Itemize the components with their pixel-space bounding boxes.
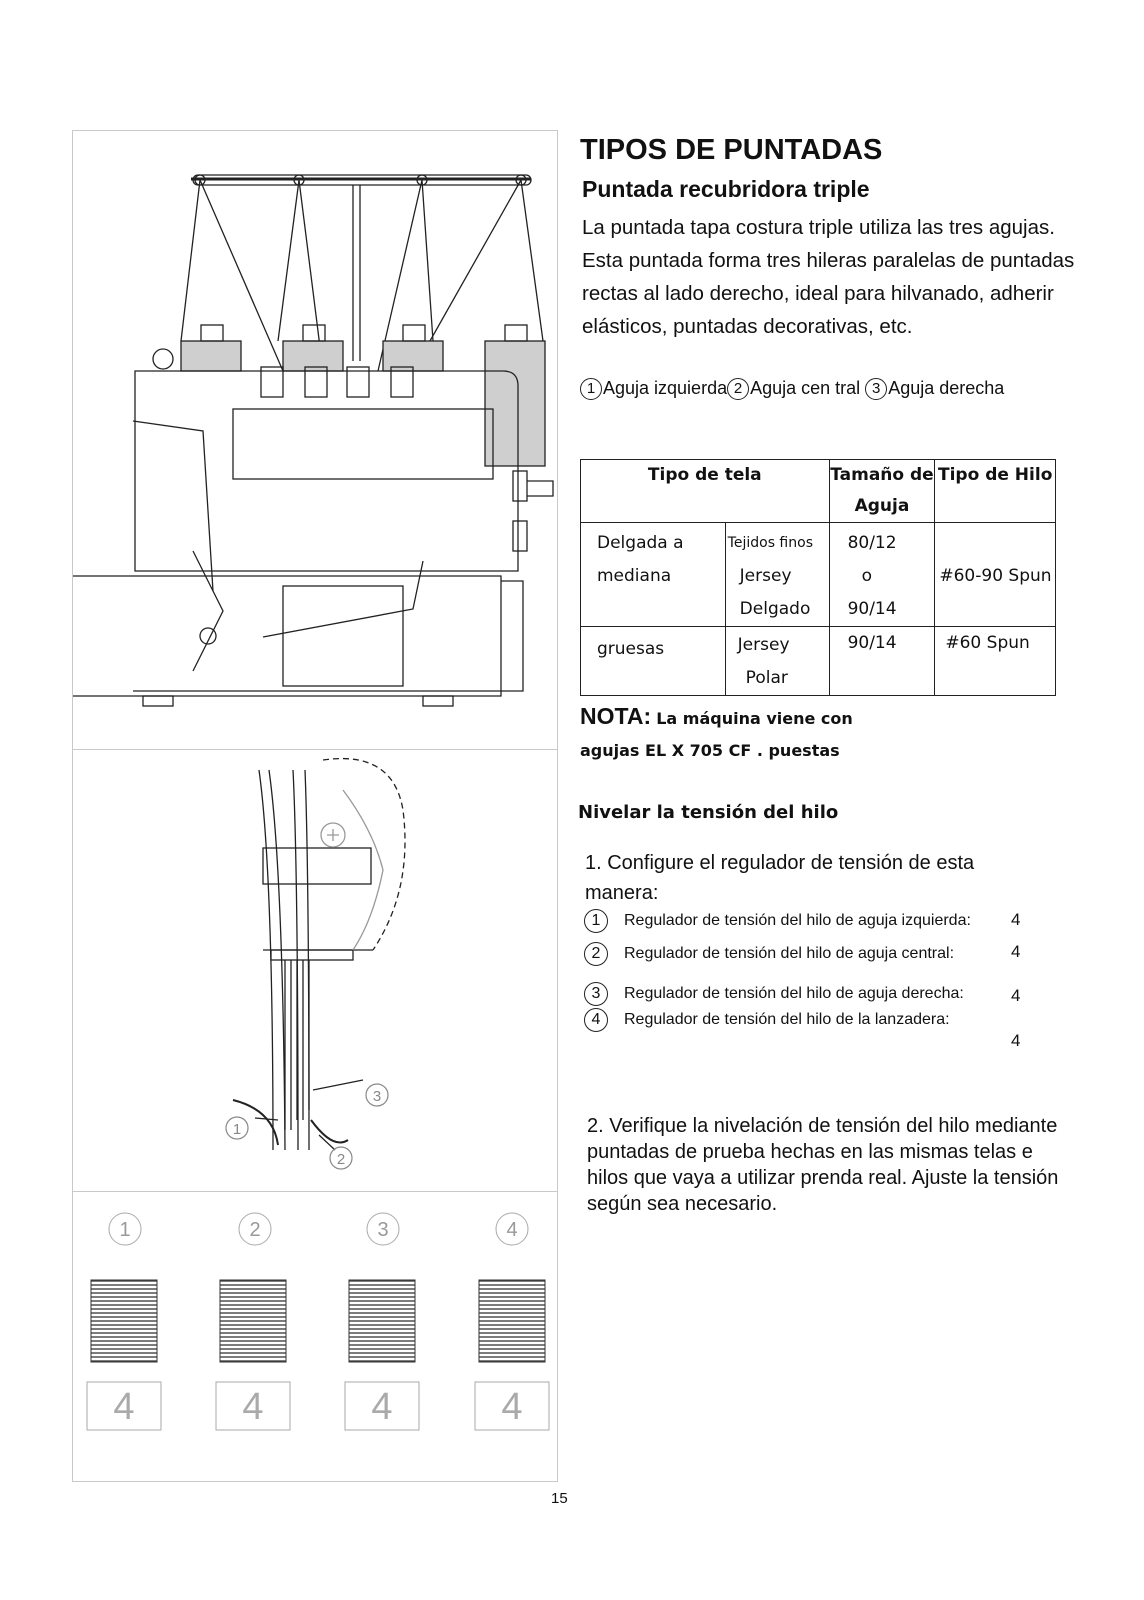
dial-1-number: 1 — [119, 1219, 131, 1241]
dial-2 — [216, 1213, 290, 1430]
needle-threading-illustration — [72, 750, 558, 1192]
size-item: 90/14 — [847, 599, 897, 619]
intro-paragraph: La puntada tapa costura triple utiliza las tres agujas. Esta puntada forma tres hileras paralelas de puntadas rectas al lado derecho, ideal para hilvanado, adherir elásticos, puntadas decorativas, etc. — [582, 216, 1075, 338]
size-item: o — [861, 566, 872, 586]
thread-cell: #60-90 Spun — [935, 523, 1056, 627]
regulator-4-label: Regulador de tensión del hilo de la lanzadera: — [624, 1011, 950, 1029]
fabrics-cell — [725, 523, 829, 627]
fabric-item: Polar — [745, 668, 788, 688]
needle-3-label: Aguja derecha — [888, 378, 1005, 398]
needle-callout-3: 3 — [372, 1088, 382, 1105]
regulator-1-value: 4 — [1011, 910, 1021, 929]
size-item: 80/12 — [847, 533, 897, 553]
fabrics-cell — [725, 627, 829, 696]
regulator-4-marker: 4 — [584, 1008, 608, 1032]
section-subtitle: Puntada recubridora triple — [582, 176, 870, 202]
dial-1 — [87, 1213, 161, 1430]
regulator-3-marker: 3 — [584, 982, 608, 1006]
tension-step-1: 1. Configure el regulador de tensión de esta manera: — [585, 852, 975, 904]
regulator-1-label: Regulador de tensión del hilo de aguja izquierda: — [624, 912, 971, 930]
needle-callout-1: 1 — [232, 1121, 242, 1138]
sizes-cell: 90/14 — [829, 627, 935, 696]
page-title: TIPOS DE PUNTADAS — [580, 134, 883, 166]
fabric-item: Delgado — [739, 599, 811, 619]
tension-dials-drawing — [73, 1192, 559, 1482]
regulator-3-label: Regulador de tensión del hilo de aguja derecha: — [624, 985, 964, 1003]
note — [580, 703, 853, 730]
regulator-2-label: Regulador de tensión del hilo de aguja central: — [624, 945, 955, 963]
needle-2-marker: 2 — [727, 378, 749, 400]
note-label: NOTA: — [580, 703, 652, 729]
header-fabric: Tipo de tela — [581, 460, 830, 523]
thread-cell: #60 Spun — [935, 627, 1056, 696]
needle-2-label: Aguja cen tral — [750, 378, 861, 398]
header-needle-size: Tamaño de Aguja — [829, 460, 935, 523]
note-text: La máquina viene con — [656, 709, 853, 728]
dial-4 — [475, 1213, 549, 1430]
weight-cell: Delgada a mediana — [581, 523, 726, 627]
weight-cell: gruesas — [581, 627, 726, 696]
dial-2-number: 2 — [249, 1219, 261, 1241]
needle-closeup-drawing — [73, 750, 559, 1192]
dial-4-number: 4 — [506, 1219, 518, 1241]
needle-3-marker: 3 — [865, 378, 887, 400]
fabric-table — [580, 459, 1056, 696]
dial-1-setting: 4 — [113, 1386, 135, 1428]
needle-1-marker: 1 — [580, 378, 602, 400]
regulator-4-value: 4 — [1011, 1031, 1021, 1050]
machine-illustration — [72, 130, 558, 750]
regulator-2 — [584, 942, 954, 966]
dial-2-setting: 4 — [242, 1386, 264, 1428]
regulator-1 — [584, 909, 971, 933]
fabric-item: Tejidos finos — [727, 535, 813, 551]
needle-1-label: Aguja izquierda — [603, 378, 728, 398]
regulator-2-value: 4 — [1011, 942, 1021, 961]
tension-title: Nivelar la tensión del hilo — [578, 802, 839, 823]
regulator-3-value: 4 — [1011, 986, 1021, 1005]
regulator-1-marker: 1 — [584, 909, 608, 933]
regulator-3 — [584, 982, 964, 1006]
note-text-2: agujas EL X 705 CF . puestas — [580, 741, 840, 760]
regulator-2-marker: 2 — [584, 942, 608, 966]
header-thread: Tipo de Hilo — [935, 460, 1056, 523]
dial-4-setting: 4 — [501, 1386, 523, 1428]
fabric-item: Jersey — [737, 635, 790, 655]
fabric-item: Jersey — [739, 566, 792, 586]
table-row — [581, 523, 1056, 627]
sizes-cell — [829, 523, 935, 627]
overlock-machine-drawing — [73, 131, 559, 751]
table-row — [581, 627, 1056, 696]
page-number: 15 — [551, 1490, 568, 1507]
dial-3-number: 3 — [377, 1219, 389, 1241]
table-header-row — [581, 460, 1056, 523]
tension-dials-illustration — [72, 1192, 558, 1482]
needle-legend — [580, 378, 1004, 400]
tension-step-2: 2. Verifique la nivelación de tensión del hilo mediante puntadas de prueba hechas en las mismas telas e hilos que vaya a utilizar prenda real. Ajuste la tensión según sea necesario. — [587, 1115, 1059, 1215]
dial-3 — [345, 1213, 419, 1430]
needle-callout-2: 2 — [336, 1151, 346, 1168]
regulator-4 — [584, 1008, 950, 1032]
dial-3-setting: 4 — [371, 1386, 393, 1428]
